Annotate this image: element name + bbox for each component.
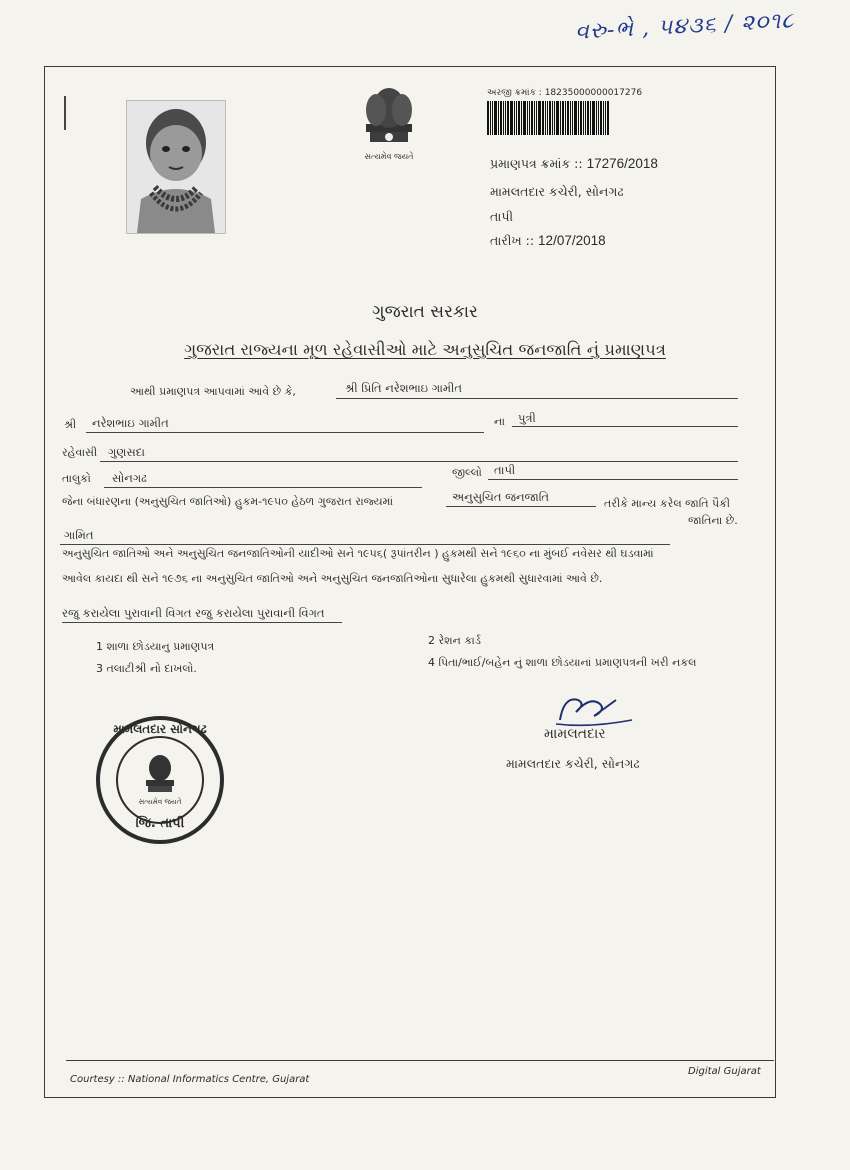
barcode-bar bbox=[538, 101, 541, 135]
emblem-motto: સત્યમેવ જયતે bbox=[364, 152, 414, 161]
father-name: નરેશભાઇ ગામીત bbox=[92, 416, 169, 430]
barcode-bar bbox=[587, 101, 589, 135]
barcode-bar bbox=[510, 101, 513, 135]
category-underline bbox=[446, 506, 596, 507]
barcode-bar bbox=[545, 101, 546, 135]
document-item-3: 3 તલાટીશ્રી નો દાખલો. bbox=[96, 662, 197, 675]
barcode-bar bbox=[590, 101, 591, 135]
barcode-bar bbox=[598, 101, 599, 135]
barcode-bar bbox=[534, 101, 535, 135]
documents-heading-a: રજુ કરાયેલા પુરાવાની વિગત bbox=[62, 606, 192, 620]
document-item-1: 1 શાળા છોડયાનુ પ્રમાણપત્ર bbox=[96, 640, 215, 653]
signatory-title: મામલતદાર bbox=[544, 726, 606, 742]
barcode-bar bbox=[516, 101, 517, 135]
barcode-bar bbox=[592, 101, 595, 135]
barcode-bar bbox=[518, 101, 520, 135]
barcode-bar bbox=[583, 101, 584, 135]
taluka: સોનગઢ bbox=[112, 471, 147, 485]
barcode-bar bbox=[574, 101, 577, 135]
barcode-bar bbox=[521, 101, 522, 135]
barcode-bar bbox=[536, 101, 537, 135]
header-office: મામલતદાર કચેરી, સોનગઢ bbox=[490, 184, 624, 199]
intro-text: આથી પ્રમાણપત્ર આપવામાં આવે છે કે, bbox=[130, 385, 296, 398]
taluka-underline bbox=[104, 487, 422, 488]
legal-line-2: આવેલ કાયદા થી સને ૧૯૭૬ ના અનુસુચિત જાતિઓ અને અનુસુચિત જનજાતિઓના સુધારેલા હુકમથી સુધારવામાં આવે છે. bbox=[62, 572, 603, 585]
barcode-bar bbox=[572, 101, 573, 135]
seal-top-text: મામલતદાર સોનગઢ bbox=[113, 722, 207, 736]
barcode-bar bbox=[562, 101, 564, 135]
barcode-bar bbox=[498, 101, 499, 135]
legal-line-1: અનુસુચિત જાતિઓ અને અનુસુચિત જનજાતિઓની યાદીઓ સને ૧૯૫૬( રૂપાંતરીન ) હુકમથી સને ૧૯૬૦ ના મુંબઈ નવેસર થી ઘડવામાં bbox=[62, 547, 654, 560]
barcode-bar bbox=[487, 101, 489, 135]
certificate-number-label: પ્રમાણપત્ર ક્રમાંક :: bbox=[490, 156, 583, 171]
barcode-bar bbox=[603, 101, 604, 135]
certificate-title: ગુજરાત રાજ્યના મૂળ રહેવાસીઓ માટે અનુસુચિત જનજાતિ નું પ્રમાણપત્ર bbox=[184, 340, 666, 359]
name-underline bbox=[336, 398, 738, 399]
barcode-bar bbox=[494, 101, 497, 135]
barcode-bar bbox=[554, 101, 555, 135]
national-emblem-icon bbox=[356, 80, 422, 166]
issue-date-row bbox=[490, 233, 606, 249]
footer-courtesy: Courtesy :: National Informatics Centre, Gujarat bbox=[70, 1074, 310, 1085]
father-underline bbox=[86, 432, 484, 433]
barcode bbox=[487, 101, 643, 135]
documents-heading-underline bbox=[62, 622, 342, 623]
document-item-4: 4 પિતા/ભાઈ/બહેન નું શાળા છોડયાનાં પ્રમાણપત્રની ખરી નકલ bbox=[428, 656, 697, 669]
seal-emblem-icon bbox=[138, 752, 182, 804]
handwritten-reference: વરુ-ભે , ૫૪૩૬ / ૨૦૧૮ bbox=[574, 8, 795, 45]
barcode-bar bbox=[500, 101, 502, 135]
barcode-bar bbox=[567, 101, 569, 135]
caste: ગામિત bbox=[64, 528, 94, 542]
barcode-number: અરજી ક્રમાંક : 18235000000017276 bbox=[487, 88, 643, 98]
category: અનુસુચિત જનજાતિ bbox=[452, 490, 549, 504]
barcode-bar bbox=[507, 101, 509, 135]
taluka-label: તાલુકો bbox=[62, 472, 91, 485]
recognized-text: તરીકે માન્ય કરેલ જાતિ પૈકી bbox=[604, 497, 731, 510]
relation: પુત્રી bbox=[518, 411, 536, 425]
na-label: ના bbox=[494, 415, 505, 428]
barcode-bar bbox=[503, 101, 504, 135]
certificate-number: 17276/2018 bbox=[586, 156, 658, 171]
barcode-bar bbox=[570, 101, 571, 135]
issue-date: 12/07/2018 bbox=[538, 233, 606, 248]
village: ગુણસદા bbox=[108, 445, 145, 459]
seal-motto: સત્યમેવ જયતે bbox=[138, 798, 182, 806]
document-item-2: 2 રેશન કાર્ડ bbox=[428, 634, 481, 647]
barcode-bar bbox=[600, 101, 602, 135]
barcode-bar bbox=[607, 101, 609, 135]
order-text: જેના બંધારણના (અનુસુચિત જાતિઓ) હુકમ-૧૯૫૦ હેઠળ ગુજરાત રાજ્યમાં bbox=[62, 495, 394, 508]
barcode-bar bbox=[492, 101, 493, 135]
district-label: જીલ્લો bbox=[452, 466, 482, 479]
shri-label: શ્રી bbox=[64, 418, 77, 431]
resident-label: રહેવાસી bbox=[62, 446, 98, 459]
barcode-bar bbox=[552, 101, 553, 135]
barcode-bar bbox=[560, 101, 561, 135]
barcode-bar bbox=[523, 101, 526, 135]
header-district: તાપી bbox=[490, 209, 514, 224]
certificate-number-row bbox=[490, 156, 658, 172]
barcode-bar bbox=[527, 101, 528, 135]
caste-suffix: જાતિના છે. bbox=[688, 514, 738, 527]
barcode-bar bbox=[529, 101, 530, 135]
barcode-bar bbox=[565, 101, 566, 135]
barcode-bar bbox=[580, 101, 582, 135]
barcode-bar bbox=[490, 101, 491, 135]
applicant-photo bbox=[126, 100, 226, 234]
barcode-bar bbox=[556, 101, 559, 135]
official-seal bbox=[96, 716, 224, 844]
footer-rule bbox=[66, 1060, 774, 1061]
barcode-bar bbox=[596, 101, 597, 135]
barcode-bar bbox=[505, 101, 506, 135]
barcode-bar bbox=[549, 101, 551, 135]
relation-underline bbox=[512, 426, 738, 427]
date-label: તારીખ :: bbox=[490, 233, 535, 248]
documents-heading-b: રજુ કરાયેલા પુરાવાની વિગત bbox=[195, 606, 325, 620]
signatory-office: મામલતદાર કચેરી, સોનગઢ bbox=[506, 756, 640, 771]
margin-mark bbox=[64, 96, 66, 130]
legal-paragraph bbox=[62, 541, 752, 591]
barcode-bar bbox=[605, 101, 606, 135]
footer-digital-gujarat: Digital Gujarat bbox=[688, 1066, 761, 1077]
barcode-bar bbox=[547, 101, 548, 135]
district: તાપી bbox=[494, 463, 516, 477]
seal-bottom-text: જિ. તાપી bbox=[135, 816, 185, 831]
barcode-bar bbox=[585, 101, 586, 135]
barcode-bar bbox=[578, 101, 579, 135]
documents-heading bbox=[62, 606, 325, 621]
barcode-bar bbox=[531, 101, 533, 135]
district-underline bbox=[488, 479, 738, 480]
government-title: ગુજરાત સરકાર bbox=[372, 302, 478, 322]
village-underline bbox=[100, 461, 738, 462]
barcode-bar bbox=[542, 101, 544, 135]
barcode-bar bbox=[514, 101, 515, 135]
applicant-name: શ્રી પ્રિતિ નરેશભાઇ ગામીત bbox=[345, 381, 462, 395]
